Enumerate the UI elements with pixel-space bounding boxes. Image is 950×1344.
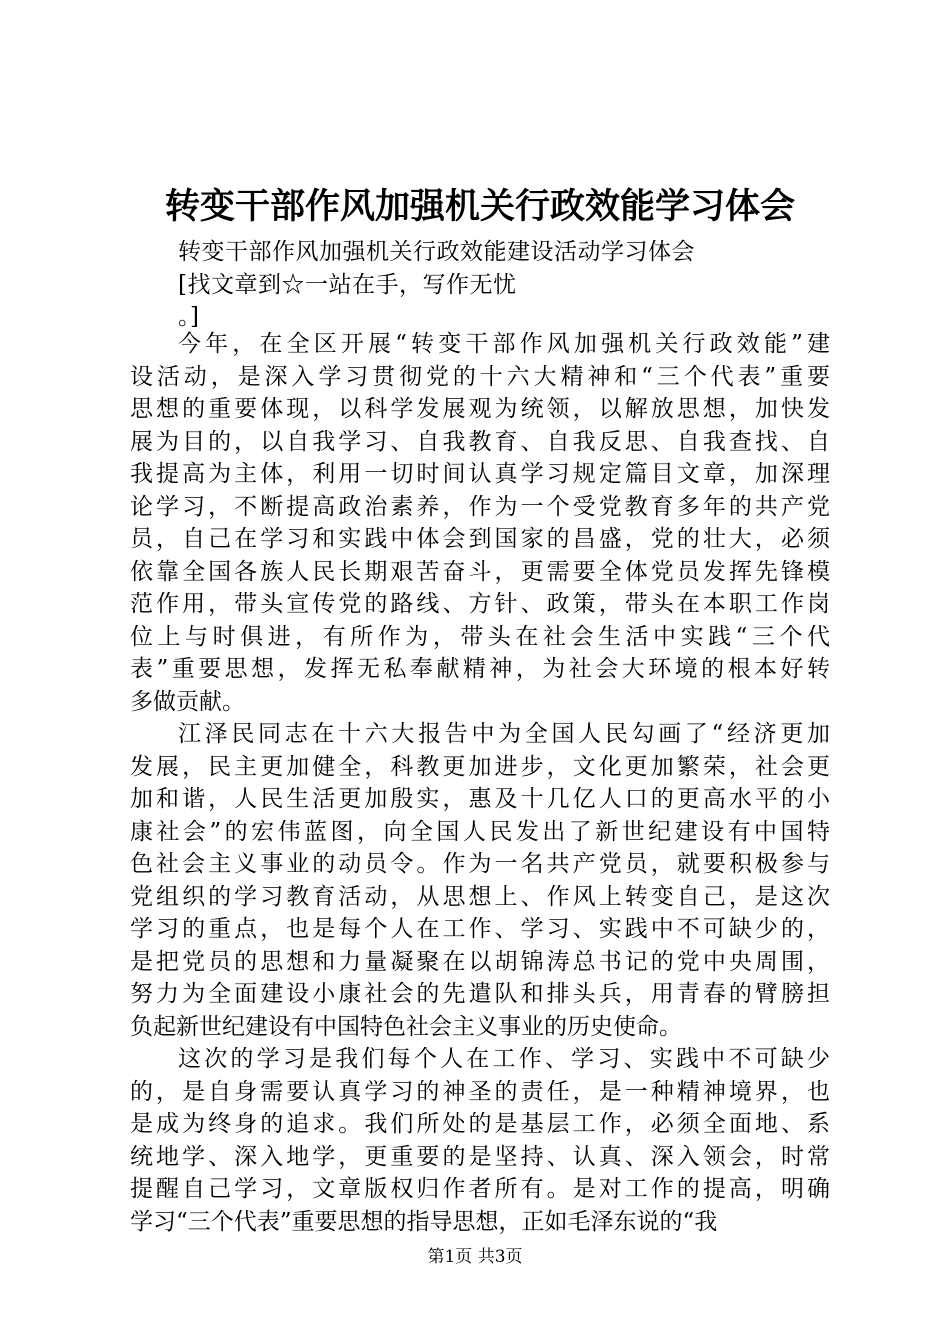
paragraph-line: 是成为终身的追求。我们所处的是基层工作，必须全面地、系: [130, 1111, 830, 1137]
paragraph-line: 展为目的，以自我学习、自我教育、自我反思、自我查找、自: [130, 428, 830, 455]
paragraph-line: 范作用，带头宣传党的路线、方针、政策，带头在本职工作岗: [130, 591, 830, 617]
subtitle-line: 转变干部作风加强机关行政效能建设活动学习体会: [178, 239, 695, 265]
paragraph-line: 设活动，是深入学习贯彻党的十六大精神和“三个代表”重要: [130, 363, 830, 390]
paragraph-line: 负起新世纪建设有中国特色社会主义事业的历史使命。: [130, 1013, 682, 1040]
paragraph-line: 加和谐，人民生活更加殷实，惠及十几亿人口的更高水平的小: [130, 786, 830, 812]
paragraph-line: 今年，在全区开展“转变干部作风加强机关行政效能”建: [178, 331, 830, 357]
paragraph-line: 多做贡献。: [130, 688, 245, 715]
paragraph-line: 努力为全面建设小康社会的先遣队和排头兵，用青春的臂膀担: [130, 981, 830, 1007]
paragraph-line: 员，自己在学习和实践中体会到国家的昌盛，党的壮大，必须: [130, 526, 830, 552]
subtitle-line: 。]: [178, 304, 200, 330]
paragraph: [130, 718, 830, 1043]
paragraph-line: 论学习，不断提高政治素养，作为一个受党教育多年的共产党: [130, 493, 830, 520]
paragraph: [130, 1043, 830, 1238]
subtitle-line: [找文章到☆一站在手，写作无忧: [178, 271, 517, 298]
paragraph-line: 位上与时俱进，有所作为，带头在社会生活中实践“三个代: [130, 623, 830, 650]
paragraph: [130, 328, 830, 718]
page-footer: 第1页 共3页: [427, 1247, 523, 1267]
paragraph-line: 依靠全国各族人民长期艰苦奋斗，更需要全体党员发挥先锋模: [130, 558, 830, 585]
paragraph-line: 思想的重要体现，以科学发展观为统领，以解放思想，加快发: [130, 396, 830, 422]
paragraph-line: 是把党员的思想和力量凝聚在以胡锦涛总书记的党中央周围，: [130, 948, 830, 975]
paragraph-line: 我提高为主体，利用一切时间认真学习规定篇目文章，加深理: [130, 461, 830, 487]
paragraph-line: 发展，民主更加健全，科教更加进步，文化更加繁荣，社会更: [130, 753, 830, 780]
paragraph-line: 提醒自己学习，文章版权归作者所有。是对工作的提高，明确: [130, 1176, 830, 1202]
paragraph-line: 这次的学习是我们每个人在工作、学习、实践中不可缺少: [178, 1046, 830, 1072]
paragraph-line: 党组织的学习教育活动，从思想上、作风上转变自己，是这次: [130, 883, 830, 910]
paragraph-line: 统地学、深入地学，更重要的是坚持、认真、深入领会，时常: [130, 1143, 830, 1170]
paragraph-line: 表”重要思想，发挥无私奉献精神，为社会大环境的根本好转: [130, 656, 830, 682]
paragraph-line: 康社会”的宏伟蓝图，向全国人民发出了新世纪建设有中国特: [130, 818, 830, 845]
paragraph-line: 学习“三个代表”重要思想的指导思想，正如毛泽东说的“我: [130, 1208, 718, 1235]
paragraph-line: 学习的重点，也是每个人在工作、学习、实践中不可缺少的，: [130, 916, 830, 942]
document-title: 转变干部作风加强机关行政效能学习体会: [164, 186, 795, 227]
paragraph-line: 色社会主义事业的动员令。作为一名共产党员，就要积极参与: [130, 851, 830, 877]
document-subtitle: [178, 236, 695, 334]
paragraph-line: 的，是自身需要认真学习的神圣的责任，是一种精神境界，也: [130, 1078, 830, 1105]
document-body: [130, 328, 830, 1238]
paragraph-line: 江泽民同志在十六大报告中为全国人民勾画了“经济更加: [178, 721, 830, 747]
